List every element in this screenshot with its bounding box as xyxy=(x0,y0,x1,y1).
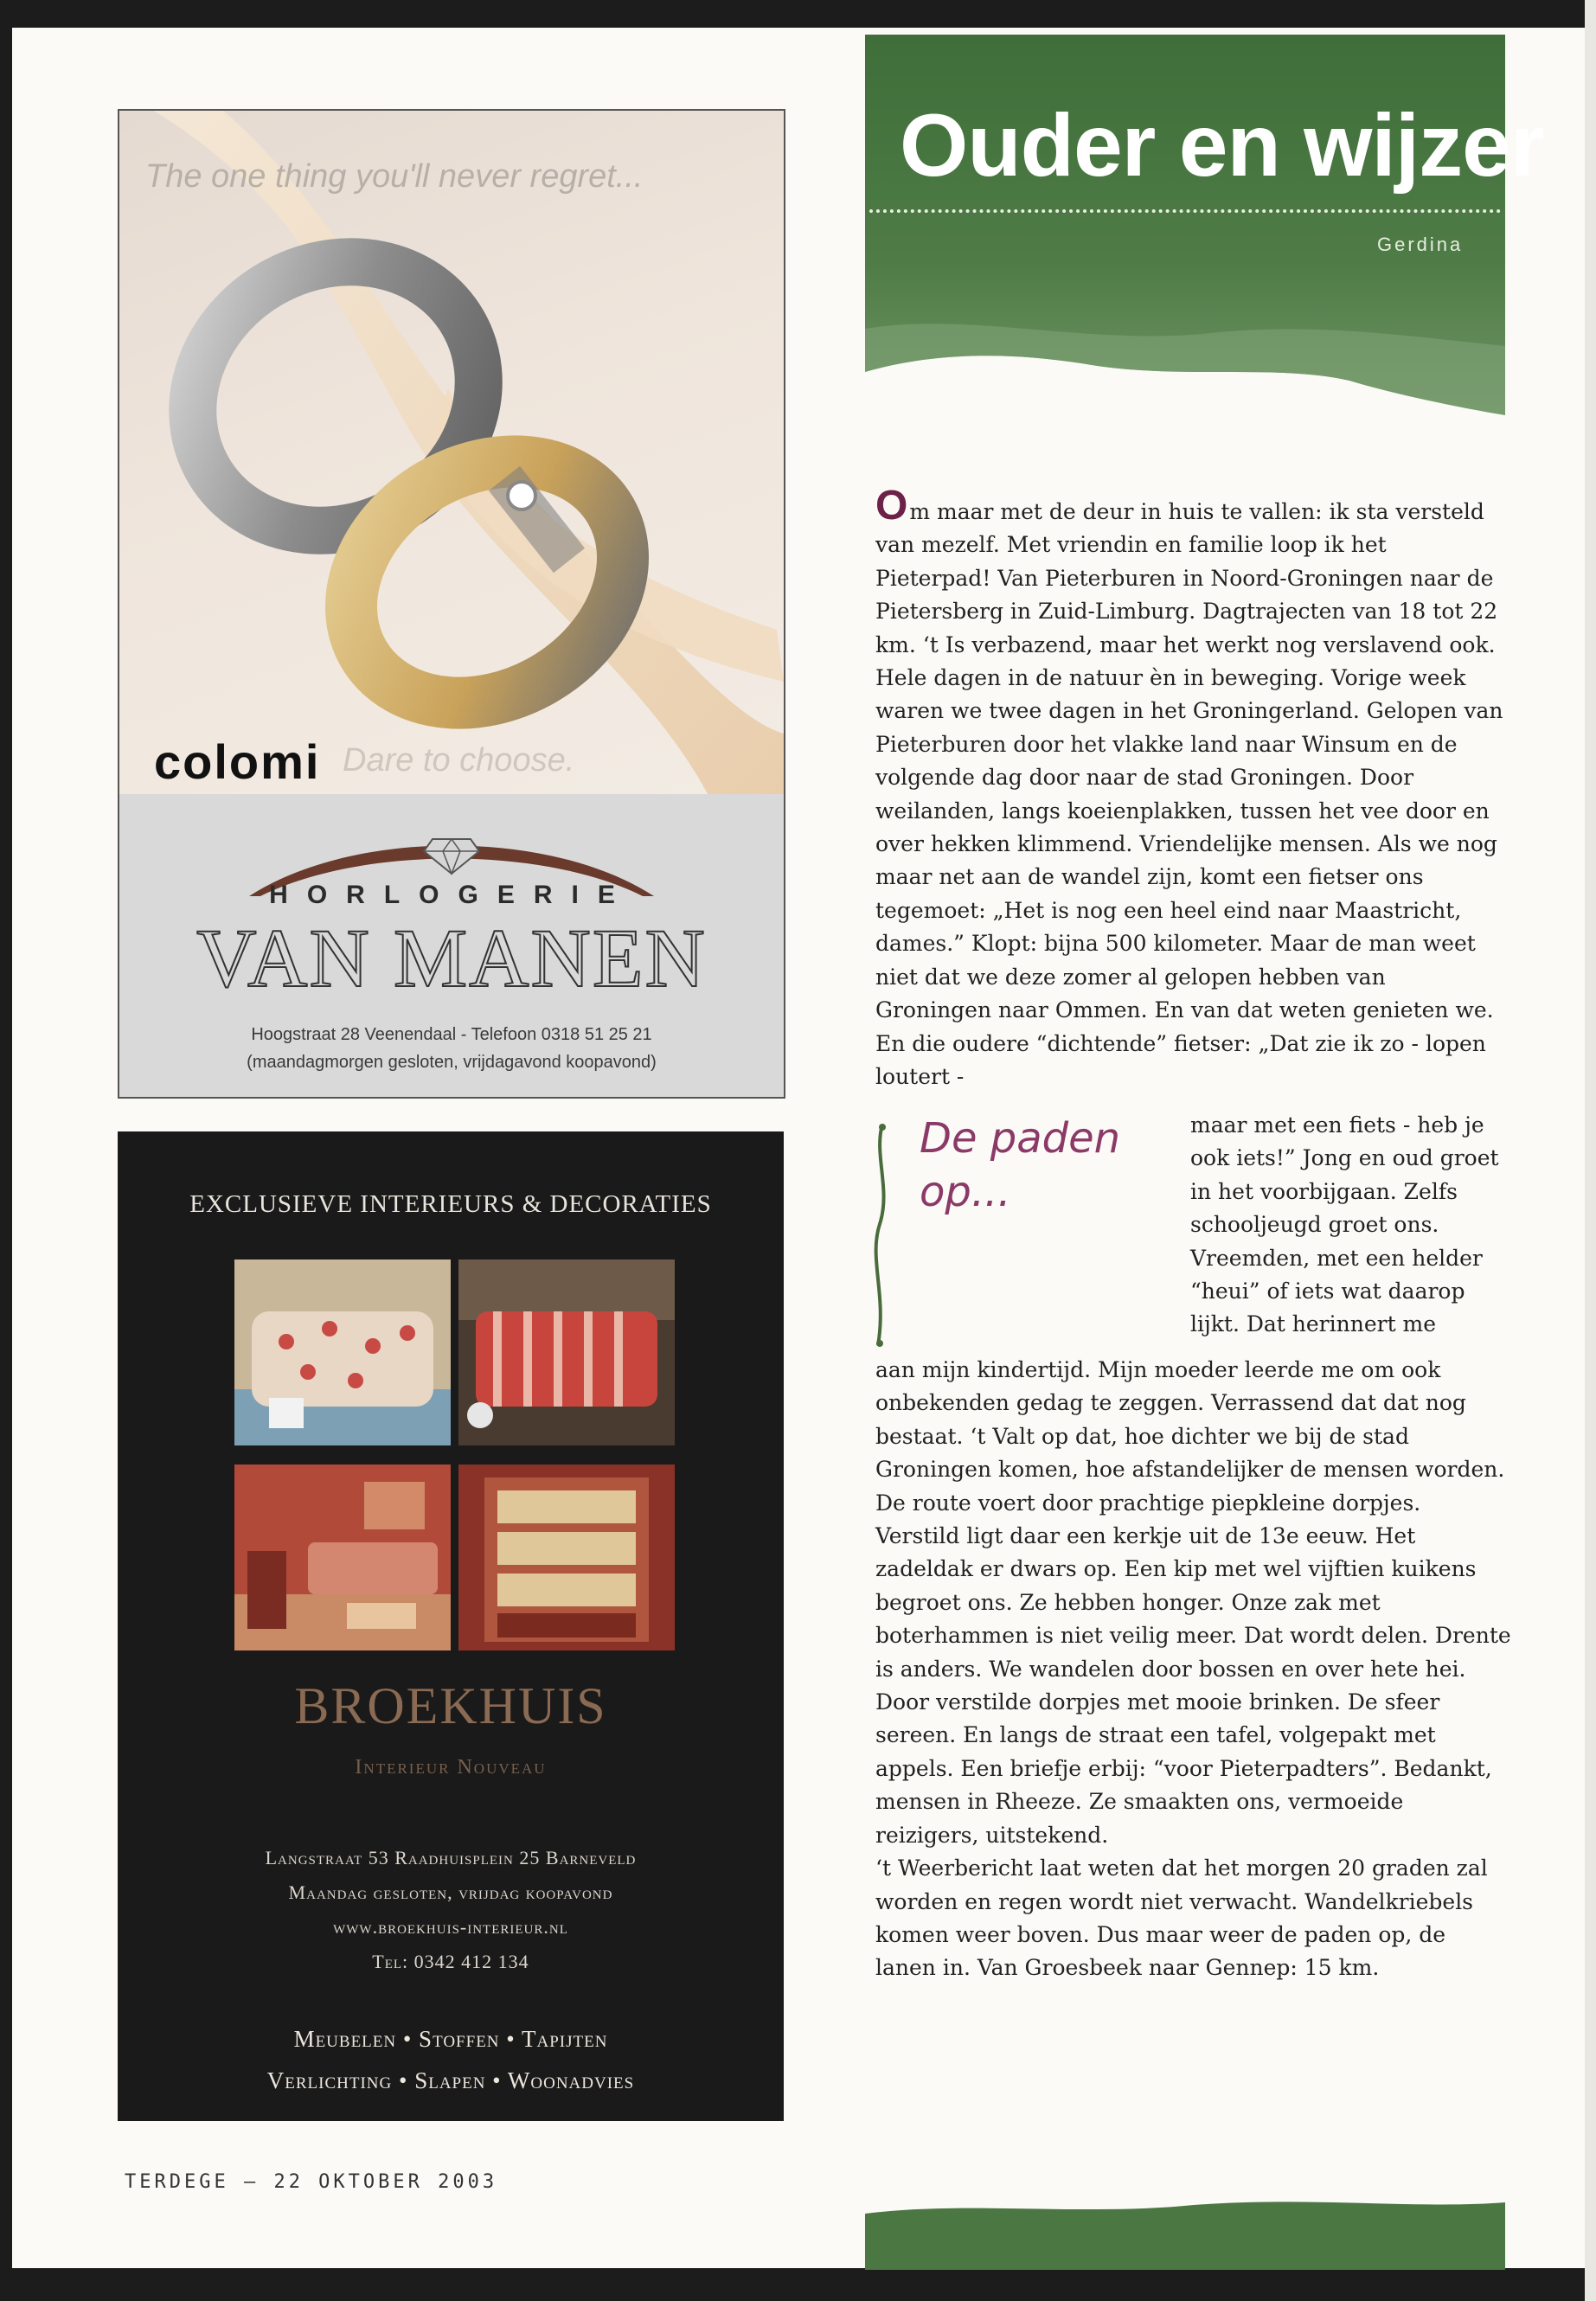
ad-brand: BROEKHUIS xyxy=(294,1677,607,1734)
page-edge xyxy=(1585,0,1596,2301)
ad-subbrand: Interieur Nouveau xyxy=(355,1756,547,1779)
ad-contact xyxy=(118,1841,784,1979)
article-paragraph: ‘t Weerbericht laat weten dat het morgen 20 graden zal worden en regen wordt niet verwacht. Wandelkriebels komen weer boven. Dus maar weer de paden op, de lanen in. Van Groesbeek naar Gennep: 15 km. xyxy=(875,1856,1488,1981)
store-kind: HORLOGERIE xyxy=(269,881,634,909)
ad-tagline: The one thing you'll never regret... xyxy=(145,158,644,195)
article-side-column xyxy=(1190,1087,1510,1363)
drop-cap: O xyxy=(875,483,908,529)
ad-address-line: Langstraat 53 Raadhuisplein 25 Barneveld xyxy=(265,1847,637,1868)
ad-hours-line: Maandag gesloten, vrijdag koopavond xyxy=(288,1881,613,1903)
article-paragraph: De route voert door prachtige piepkleine dorpjes. Verstild ligt daar een kerkje uit de 13e eeuw. Het zadeldak er dwars op. Een kip met wel vijftien kuikens begroet ons. Ze hebben honger. Onze zak met boterhammen is niet veilig meer. Dat wordt delen. Drente is anders. We wandelen door bossen en over hete hei. Door verstilde dorpjes met mooie brinken. De sfeer sereen. En langs de straat een tafel, volgepakt met appels. Een briefje erbij: “voor Pieterpadters”. Bedankt, mensen in Rheeze. Ze smaakten ons, vermoeide reizigers, uitstekend. xyxy=(875,1490,1511,1848)
ad-services xyxy=(118,2018,784,2101)
rings-illustration xyxy=(119,111,784,794)
bottom-green-band xyxy=(865,2192,1505,2270)
colomi-logo: colomi xyxy=(154,734,321,789)
column-title: Ouder en wijzer xyxy=(900,96,1544,195)
store-address xyxy=(119,1021,784,1076)
column-header-band xyxy=(865,0,1505,415)
rings-photo xyxy=(119,111,784,794)
article-paragraph: aan mijn kindertijd. Mijn moeder leerde me om ook onbekenden gedag te zeggen. Verrassend dat dat nog bestaat. ‘t Valt op dat, hoe dichter we bij de stad Groningen komen, hoe afstandelijker de mensen worden. xyxy=(875,1357,1505,1483)
colomi-slogan: Dare to choose. xyxy=(343,742,575,779)
interior-photo-striped-sofa xyxy=(458,1259,675,1445)
ad-van-manen xyxy=(118,109,785,1099)
interior-photo-sofa xyxy=(234,1259,451,1445)
article-intro xyxy=(875,483,1507,1093)
pull-quote: De paden op... xyxy=(920,1114,1121,1216)
ad-phone: Tel: 0342 412 134 xyxy=(372,1951,529,1972)
interior-photo-cabinet xyxy=(458,1465,675,1650)
article-body xyxy=(875,1354,1511,1985)
store-block xyxy=(119,794,784,1097)
ad-broekhuis xyxy=(118,1131,784,2121)
title-dotted-rule xyxy=(869,209,1501,213)
column-author: Gerdina xyxy=(1377,234,1464,255)
ad-services-line: Meubelen • Stoffen • Tapijten xyxy=(293,2026,608,2052)
store-name: VAN MANEN xyxy=(196,912,707,1004)
article-intro-text: m maar met de deur in huis te vallen: ik sta versteld van mezelf. Met vriendin en familie loop ik het Pieterpad! Van Pieterburen in Noord-Groningen naar de Pietersberg in Zuid-Limburg. Dagtrajecten van 18 tot 22 km. ‘t Is verbazend, maar het werkt nog verslavend ook. Hele dagen in de natuur èn in beweging. Vorige week waren we twee dagen in het Groningerland. Gelopen van Pieterburen door het vlakke land naar Winsum en de volgende dag door naar de stad Groningen. Door weilanden, langs koeienplakken, tussen het vee door en over hekken klimmend. Vriendelijke mensen. Als we nog maar net aan de wandel zijn, komt een fietser ons tegemoet: „Het is nog een heel eind naar Maastricht, dames.” Klopt: bijna 500 kilometer. Maar de man weet niet dat we deze zomer al gelopen hebben van Groningen naar Ommen. En van dat weten genieten we. En die oudere “dichtende” fietser: „Dat zie ik zo - lopen loutert - xyxy=(875,499,1503,1089)
ad-website: www.broekhuis-interieur.nl xyxy=(333,1916,568,1938)
article-side-text: maar met een fiets - heb je ook iets!” Jong en oud groet in het voorbijgaan. Zelfs schooljeugd groet ons. Vreemden, met een helder “heui” of iets wat daarop lijkt. Dat herinnert me xyxy=(1190,1112,1499,1337)
interior-photo-room xyxy=(234,1465,451,1650)
store-hours-line: (maandagmorgen gesloten, vrijdagavond koopavond) xyxy=(247,1053,657,1072)
pull-quote-vine-icon xyxy=(869,1120,895,1354)
page-footer: TERDEGE – 22 OKTOBER 2003 xyxy=(125,2171,498,2193)
ad-services-line: Verlichting • Slapen • Woonadvies xyxy=(266,2067,635,2093)
ad-heading: EXCLUSIEVE INTERIEURS & DECORATIES xyxy=(189,1190,712,1218)
store-address-line: Hoogstraat 28 Veenendaal - Telefoon 0318 51 25 21 xyxy=(251,1025,652,1044)
